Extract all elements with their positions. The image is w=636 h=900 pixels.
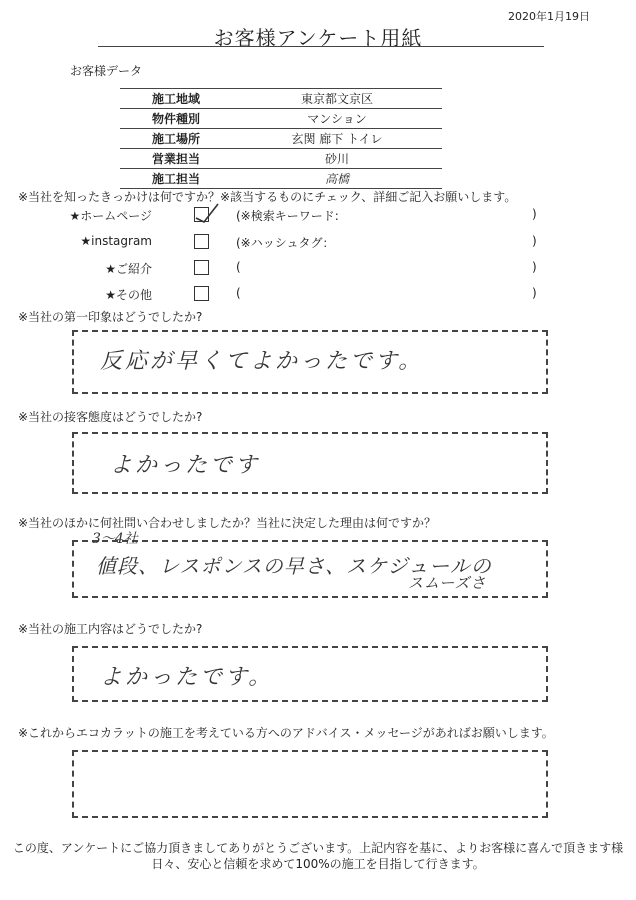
answer-construction-quality: よかったです。 (100, 665, 274, 690)
option-label-other: ★その他 (105, 288, 152, 302)
checkbox-other[interactable] (194, 286, 209, 301)
check-mark-icon (192, 200, 222, 224)
option-detail-homepage: (※検索キーワード: (236, 209, 339, 223)
info-label: 物件種別 (151, 112, 200, 126)
info-value: 玄関 廊下 トイレ (291, 132, 383, 146)
question-construction-quality: ※当社の施工内容はどうでしたか? (18, 622, 203, 636)
info-label: 施工場所 (151, 132, 200, 146)
page-title: お客様アンケート用紙 (213, 26, 423, 50)
question-other-companies: ※当社のほかに何社問い合わせしましたか？当社に決定した理由は何ですか？ (18, 516, 437, 530)
customer-section-label: お客様データ (70, 64, 143, 78)
info-value: マンション (307, 112, 367, 126)
info-row-area (120, 89, 442, 109)
footer-thanks-line2: 日々、安心と信頼を求めて100%の施工を目指して行きます。 (151, 857, 485, 871)
option-close-paren: ) (532, 234, 537, 248)
info-row-sales-rep (120, 149, 442, 169)
option-detail-other: ( (236, 286, 241, 300)
option-detail-instagram: (※ハッシュタグ： (236, 236, 335, 250)
info-value-handwritten: 高橋 (324, 172, 349, 186)
answer-reason-line1: 値段、レスポンスの早さ、スケジュールの (96, 554, 492, 578)
option-close-paren: ) (532, 207, 537, 221)
answer-first-impression: 反応が早くてよかったです。 (100, 349, 424, 374)
info-value: 東京都文京区 (300, 92, 373, 106)
footer-thanks-line1: この度、アンケートにご協力頂きましてありがとうございます。上記内容を基に、よりお客様に喜んで頂きます様 (12, 841, 624, 855)
info-label: 施工担当 (151, 172, 200, 186)
title-underline (98, 46, 544, 47)
question-service-attitude: ※当社の接客態度はどうでしたか? (18, 410, 203, 424)
answer-company-count: 3～4社 (92, 531, 138, 547)
option-detail-referral: ( (236, 260, 241, 274)
question-first-impression: ※当社の第一印象はどうでしたか? (18, 310, 203, 324)
option-label-homepage: ★ホームページ (69, 209, 152, 223)
option-label-referral: ★ご紹介 (105, 262, 152, 276)
info-row-location (120, 129, 442, 149)
customer-info-table (120, 88, 442, 189)
answer-box-advice-message[interactable] (72, 750, 548, 818)
question-advice-message: ※これからエコカラットの施工を考えている方へのアドバイス・メッセージがあればお願いします。 (18, 726, 554, 740)
info-value: 砂川 (324, 152, 349, 166)
question-how-found: ※当社を知ったきっかけは何ですか？※該当するものにチェック、詳細ご記入お願いします。 (18, 190, 517, 204)
info-label: 営業担当 (151, 152, 200, 166)
info-label: 施工地域 (151, 92, 200, 106)
option-label-instagram: ★instagram (80, 234, 152, 248)
answer-reason-line2: スムーズさ (408, 574, 487, 592)
info-row-installer (120, 169, 442, 189)
checkbox-referral[interactable] (194, 260, 209, 275)
option-close-paren: ) (532, 260, 537, 274)
answer-service-attitude: よかったです (110, 453, 261, 478)
checkbox-instagram[interactable] (194, 234, 209, 249)
info-row-property-type (120, 109, 442, 129)
option-close-paren: ) (532, 286, 537, 300)
survey-date: 2020年1月19日 (508, 10, 590, 23)
